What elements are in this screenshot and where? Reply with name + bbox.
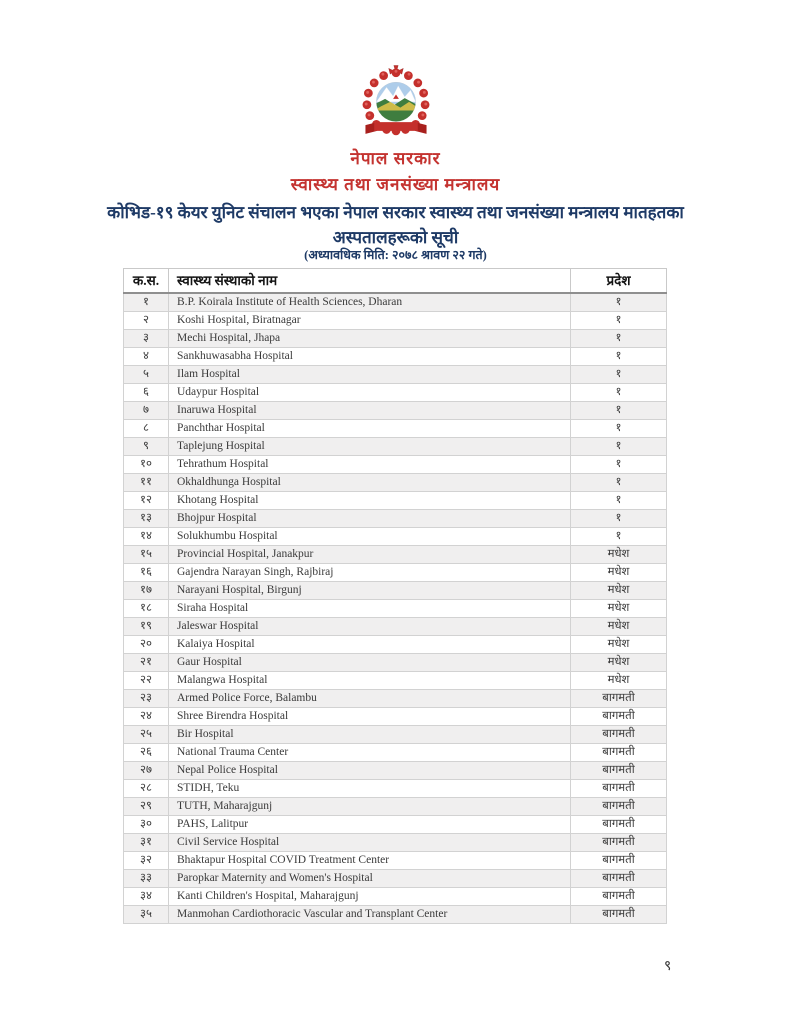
- hospital-name: TUTH, Maharajgunj: [169, 797, 571, 815]
- hospital-name: B.P. Koirala Institute of Health Sciences, Dharan: [169, 293, 571, 312]
- province: बागमती: [571, 797, 667, 815]
- row-serial: २८: [124, 779, 169, 797]
- hospital-name: Kalaiya Hospital: [169, 635, 571, 653]
- hospital-name: Shree Birendra Hospital: [169, 707, 571, 725]
- province: १: [571, 383, 667, 401]
- row-serial: १४: [124, 527, 169, 545]
- table-row: [124, 311, 667, 329]
- row-serial: ३५: [124, 905, 169, 923]
- row-serial: ३३: [124, 869, 169, 887]
- province: मधेश: [571, 635, 667, 653]
- hospital-name: Inaruwa Hospital: [169, 401, 571, 419]
- column-header-institution-name: स्वास्थ्य संस्थाको नाम: [169, 269, 571, 293]
- hospital-name: Taplejung Hospital: [169, 437, 571, 455]
- government-name: नेपाल सरकार: [350, 149, 441, 168]
- province: मधेश: [571, 545, 667, 563]
- hospital-name: Provincial Hospital, Janakpur: [169, 545, 571, 563]
- row-serial: २३: [124, 689, 169, 707]
- row-serial: २: [124, 311, 169, 329]
- province: बागमती: [571, 869, 667, 887]
- table-row: [124, 653, 667, 671]
- row-serial: २२: [124, 671, 169, 689]
- page-number: ९: [664, 959, 672, 974]
- document-title: [60, 200, 731, 250]
- table-row: [124, 635, 667, 653]
- province: बागमती: [571, 833, 667, 851]
- province: मधेश: [571, 581, 667, 599]
- row-serial: १: [124, 293, 169, 312]
- hospital-name: Koshi Hospital, Biratnagar: [169, 311, 571, 329]
- hospital-name: Armed Police Force, Balambu: [169, 689, 571, 707]
- table-row: [124, 365, 667, 383]
- province: १: [571, 491, 667, 509]
- province: मधेश: [571, 563, 667, 581]
- coat-of-arms-graphic: [350, 64, 442, 144]
- hospital-name: Gaur Hospital: [169, 653, 571, 671]
- province: बागमती: [571, 815, 667, 833]
- table-row: [124, 905, 667, 923]
- hospital-name: PAHS, Lalitpur: [169, 815, 571, 833]
- row-serial: ९: [124, 437, 169, 455]
- row-serial: २७: [124, 761, 169, 779]
- row-serial: १८: [124, 599, 169, 617]
- hospital-name: Bir Hospital: [169, 725, 571, 743]
- row-serial: ३: [124, 329, 169, 347]
- hospital-name: Narayani Hospital, Birgunj: [169, 581, 571, 599]
- table-row: [124, 509, 667, 527]
- row-serial: १६: [124, 563, 169, 581]
- province: मधेश: [571, 671, 667, 689]
- table-row: [124, 851, 667, 869]
- column-header-serial: क.स.: [124, 269, 169, 293]
- province: १: [571, 347, 667, 365]
- province: १: [571, 455, 667, 473]
- table-row: [124, 671, 667, 689]
- row-serial: ३२: [124, 851, 169, 869]
- row-serial: १३: [124, 509, 169, 527]
- updated-date: (अध्यावधिक मिति: २०७८ श्रावण २२ गते): [304, 248, 487, 262]
- hospital-name: Civil Service Hospital: [169, 833, 571, 851]
- province: १: [571, 419, 667, 437]
- hospital-name: Solukhumbu Hospital: [169, 527, 571, 545]
- row-serial: ८: [124, 419, 169, 437]
- province: १: [571, 473, 667, 491]
- row-serial: २०: [124, 635, 169, 653]
- row-serial: २१: [124, 653, 169, 671]
- table-row: [124, 347, 667, 365]
- province: बागमती: [571, 905, 667, 923]
- table-row: [124, 797, 667, 815]
- row-serial: ५: [124, 365, 169, 383]
- province: १: [571, 365, 667, 383]
- province: १: [571, 509, 667, 527]
- row-serial: २५: [124, 725, 169, 743]
- row-serial: ३१: [124, 833, 169, 851]
- province: बागमती: [571, 725, 667, 743]
- province: १: [571, 527, 667, 545]
- table-row: [124, 527, 667, 545]
- province: बागमती: [571, 779, 667, 797]
- row-serial: ११: [124, 473, 169, 491]
- province: बागमती: [571, 689, 667, 707]
- province: बागमती: [571, 851, 667, 869]
- hospital-name: Siraha Hospital: [169, 599, 571, 617]
- hospital-name: Khotang Hospital: [169, 491, 571, 509]
- table-row: [124, 383, 667, 401]
- hospital-name: Gajendra Narayan Singh, Rajbiraj: [169, 563, 571, 581]
- province: बागमती: [571, 761, 667, 779]
- row-serial: १०: [124, 455, 169, 473]
- province: बागमती: [571, 707, 667, 725]
- table-row: [124, 617, 667, 635]
- hospital-name: Malangwa Hospital: [169, 671, 571, 689]
- province: मधेश: [571, 599, 667, 617]
- hospital-name: Okhaldhunga Hospital: [169, 473, 571, 491]
- hospital-table: [123, 268, 667, 924]
- hospital-name: Nepal Police Hospital: [169, 761, 571, 779]
- table-row: [124, 329, 667, 347]
- nepal-government-emblem-icon: [350, 64, 442, 144]
- row-serial: १२: [124, 491, 169, 509]
- row-serial: ६: [124, 383, 169, 401]
- table-row: [124, 743, 667, 761]
- table-row: [124, 563, 667, 581]
- hospital-name: STIDH, Teku: [169, 779, 571, 797]
- hospital-name: Jaleswar Hospital: [169, 617, 571, 635]
- row-serial: २६: [124, 743, 169, 761]
- table-row: [124, 725, 667, 743]
- table-row: [124, 293, 667, 312]
- table-row: [124, 581, 667, 599]
- table-row: [124, 815, 667, 833]
- column-header-province: प्रदेश: [571, 269, 667, 293]
- row-serial: २४: [124, 707, 169, 725]
- table-row: [124, 833, 667, 851]
- table-row: [124, 887, 667, 905]
- hospital-name: Tehrathum Hospital: [169, 455, 571, 473]
- table-row: [124, 779, 667, 797]
- hospital-name: Udaypur Hospital: [169, 383, 571, 401]
- table-row: [124, 599, 667, 617]
- province: १: [571, 311, 667, 329]
- hospital-name: Bhojpur Hospital: [169, 509, 571, 527]
- row-serial: १९: [124, 617, 169, 635]
- row-serial: ७: [124, 401, 169, 419]
- table-row: [124, 401, 667, 419]
- hospital-name: National Trauma Center: [169, 743, 571, 761]
- hospital-name: Bhaktapur Hospital COVID Treatment Center: [169, 851, 571, 869]
- row-serial: २९: [124, 797, 169, 815]
- row-serial: १५: [124, 545, 169, 563]
- province: मधेश: [571, 653, 667, 671]
- row-serial: ३४: [124, 887, 169, 905]
- document-title-line2: अस्पतालहरूको सूची: [332, 228, 459, 247]
- table-row: [124, 473, 667, 491]
- hospital-table-body: [124, 293, 667, 924]
- table-row: [124, 545, 667, 563]
- hospital-name: Panchthar Hospital: [169, 419, 571, 437]
- hospital-name: Paropkar Maternity and Women's Hospital: [169, 869, 571, 887]
- row-serial: ३०: [124, 815, 169, 833]
- hospital-name: Kanti Children's Hospital, Maharajgunj: [169, 887, 571, 905]
- hospital-name: Ilam Hospital: [169, 365, 571, 383]
- province: मधेश: [571, 617, 667, 635]
- table-row: [124, 455, 667, 473]
- province: १: [571, 401, 667, 419]
- row-serial: १७: [124, 581, 169, 599]
- hospital-name: Manmohan Cardiothoracic Vascular and Transplant Center: [169, 905, 571, 923]
- table-row: [124, 869, 667, 887]
- hospital-name: Sankhuwasabha Hospital: [169, 347, 571, 365]
- document-title-line1: कोभिड-१९ केयर युनिट संचालन भएका नेपाल सरकार स्वास्थ्य तथा जनसंख्या मन्त्रालय मातहतका: [107, 203, 684, 222]
- table-row: [124, 491, 667, 509]
- hospital-table-header: [124, 269, 667, 293]
- province: १: [571, 437, 667, 455]
- table-row: [124, 707, 667, 725]
- row-serial: ४: [124, 347, 169, 365]
- table-row: [124, 761, 667, 779]
- table-row: [124, 437, 667, 455]
- ministry-name: स्वास्थ्य तथा जनसंख्या मन्त्रालय: [290, 175, 501, 194]
- table-row: [124, 419, 667, 437]
- province: १: [571, 329, 667, 347]
- table-row: [124, 689, 667, 707]
- province: बागमती: [571, 743, 667, 761]
- hospital-name: Mechi Hospital, Jhapa: [169, 329, 571, 347]
- province: बागमती: [571, 887, 667, 905]
- province: १: [571, 293, 667, 312]
